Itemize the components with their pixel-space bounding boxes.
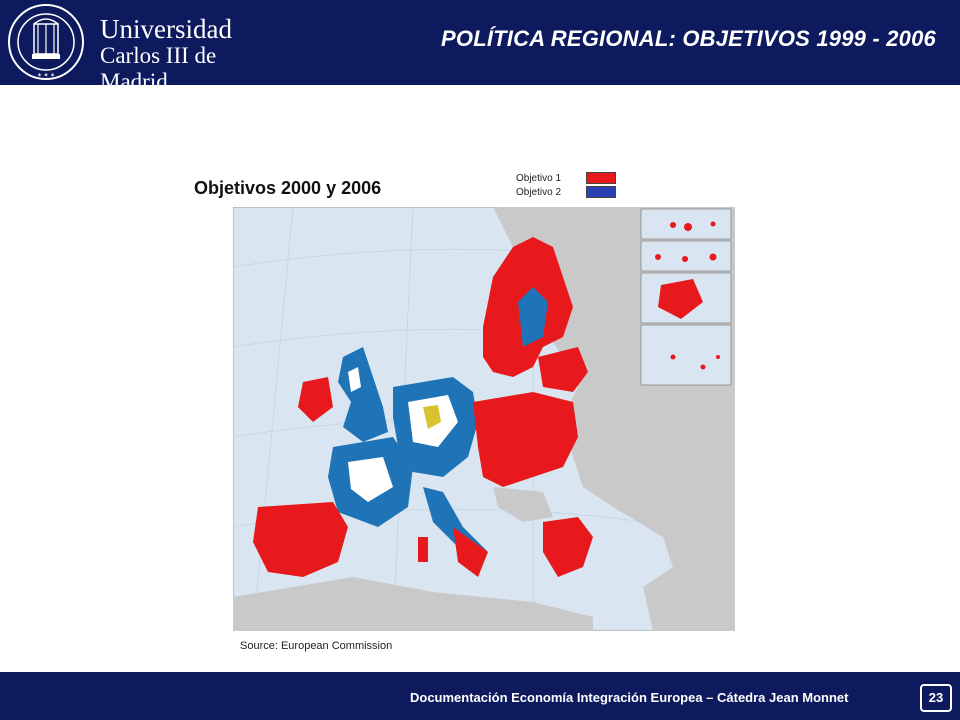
footer-bar (0, 672, 960, 720)
slide-title: POLÍTICA REGIONAL: OBJETIVOS 1999 - 2006 (441, 26, 936, 51)
legend-item-objetivo-1 (516, 171, 616, 185)
legend-item-objetivo-2 (516, 185, 616, 199)
legend-label: Objetivo 2 (516, 186, 562, 198)
footer-text: Documentación Economía Integración Europea – Cátedra Jean Monnet (410, 690, 849, 705)
overseas-insets (641, 209, 731, 385)
legend-label: Objetivo 1 (516, 172, 562, 184)
university-name-line2: Carlos III de Madrid (100, 43, 217, 94)
sardinia (418, 537, 428, 562)
header-bar (0, 0, 960, 94)
eu-objectives-map (233, 207, 735, 631)
legend-swatch-red (586, 172, 616, 184)
legend-swatch-blue (586, 186, 616, 198)
university-name-line1: Universidad (100, 14, 232, 44)
map-legend (516, 171, 616, 199)
map-title: Objetivos 2000 y 2006 (194, 178, 382, 198)
page-number: 23 (920, 684, 952, 712)
university-logo (0, 0, 278, 94)
university-seal-icon (4, 2, 88, 82)
svg-text:✶ ✶ ✶: ✶ ✶ ✶ (36, 73, 56, 79)
source-caption: Source: European Commission (240, 640, 393, 652)
